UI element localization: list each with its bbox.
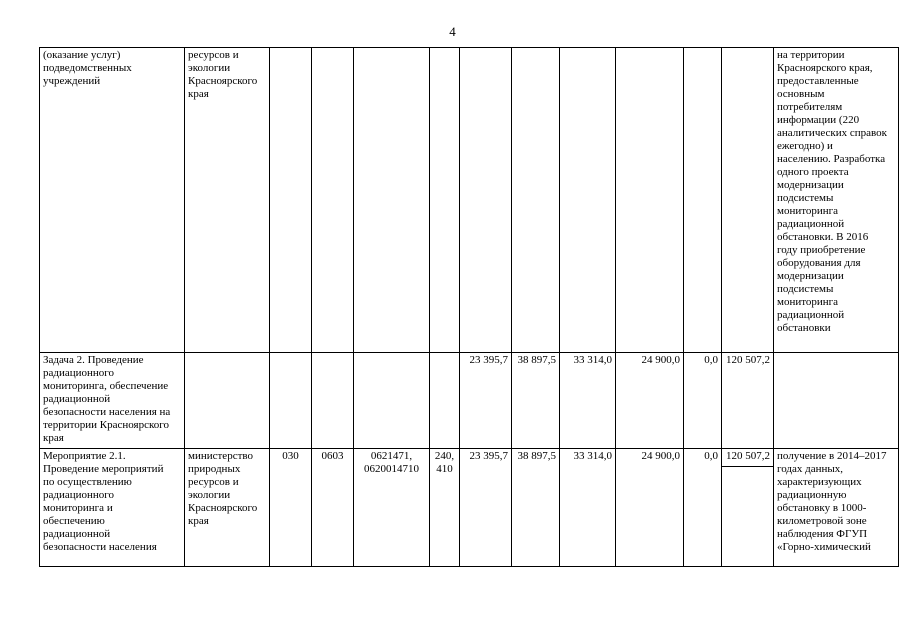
rzpr-cell	[312, 353, 354, 449]
page-number: 4	[449, 24, 456, 39]
y2018-cell: 0,0	[684, 353, 722, 449]
y2017-cell: 24 900,0	[616, 449, 684, 567]
y2014-cell: 23 395,7	[460, 353, 512, 449]
vr-cell	[430, 353, 460, 449]
y2016-cell: 33 314,0	[560, 353, 616, 449]
y2015-cell: 38 897,5	[512, 449, 560, 567]
table-row	[40, 353, 899, 449]
grbs-cell: 030	[270, 449, 312, 567]
y2018-cell: 0,0	[684, 449, 722, 567]
executor-cell: министерство природных ресурсов и экологии Красноярского края	[185, 449, 270, 567]
total-cell: 120 507,2	[722, 353, 774, 449]
grbs-cell	[270, 353, 312, 449]
y2015-cell: 38 897,5	[512, 353, 560, 449]
vr-cell	[430, 48, 460, 353]
program-table	[39, 47, 899, 567]
csr-cell	[354, 48, 430, 353]
activity-name-cell: (оказание услуг) подведомственных учреждений	[40, 48, 185, 353]
task-name-cell: Задача 2. Проведение радиационного мониторинга, обеспечение радиационной безопасности населения на территории Красноярского края	[40, 353, 185, 449]
csr-cell	[354, 353, 430, 449]
y2017-cell	[616, 48, 684, 353]
y2016-cell: 33 314,0	[560, 449, 616, 567]
y2017-cell: 24 900,0	[616, 353, 684, 449]
executor-cell	[185, 353, 270, 449]
total-value: 120 507,2	[726, 450, 770, 462]
result-cell: на территории Красноярского края, предоставленные основным потребителям информации (220 аналитических справок ежегодно) и населению. Разработка одного проекта модернизации подсистемы мониторинга радиационной обстановки. В 2016 году приобретение оборудования для модернизации подсистемы мониторинга радиационной обстановки	[774, 48, 899, 353]
csr-cell: 0621471, 0620014710	[354, 449, 430, 567]
y2018-cell	[684, 48, 722, 353]
activity-name-cell: Мероприятие 2.1. Проведение мероприятий по осуществлению радиационного мониторинга и обеспечению радиационной безопасности населения	[40, 449, 185, 567]
rzpr-cell	[312, 48, 354, 353]
y2014-cell	[460, 48, 512, 353]
y2016-cell	[560, 48, 616, 353]
rzpr-cell: 0603	[312, 449, 354, 567]
cell-divider	[722, 466, 773, 473]
total-cell	[722, 48, 774, 353]
table-row	[40, 449, 899, 567]
grbs-cell	[270, 48, 312, 353]
table-row	[40, 48, 899, 353]
y2014-cell: 23 395,7	[460, 449, 512, 567]
y2015-cell	[512, 48, 560, 353]
result-cell: получение в 2014–2017 годах данных, характеризующих радиационную обстановку в 1000- километровой зоне наблюдения ФГУП «Горно-химический	[774, 449, 899, 567]
result-cell	[774, 353, 899, 449]
executor-cell: ресурсов и экологии Красноярского края	[185, 48, 270, 353]
vr-cell: 240, 410	[430, 449, 460, 567]
total-cell	[722, 449, 774, 567]
